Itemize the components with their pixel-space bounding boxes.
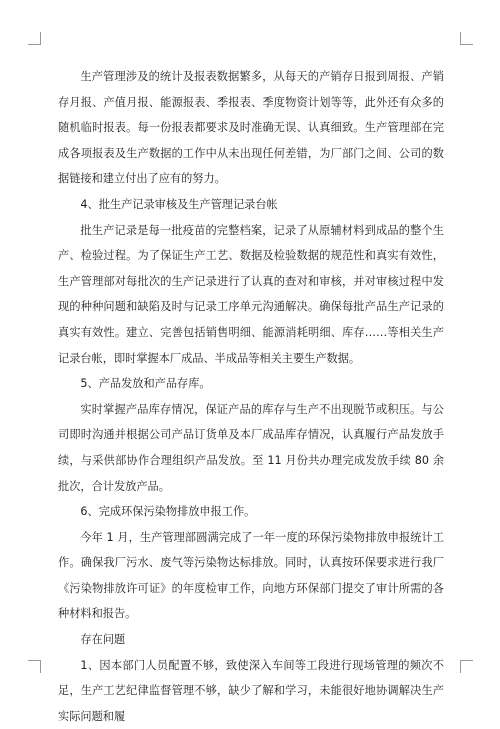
heading-batch-record-review: 4、批生产记录审核及生产管理记录台帐 [80, 197, 278, 211]
paragraph-environmental-report: 今年 1 月，生产管理部圆满完成了一年一度的环保污染物排放申报统计工作。确保我厂污水、废气等污染物达标排放。同时，认真按环保要求进行我厂《污染物排放许可证》的年度检审工作，向地方环保部门提交了审计所需的各种材料和报告。 [58, 530, 444, 621]
paragraph-product-release: 实时掌握产品库存情况，保证产品的库存与生产不出现脱节或积压。与公司即时沟通并根据公司产品订货单及本厂成品库存情况，认真履行产品发放手续，与采供部协作合理组织产品发放。至 11 月份共办理完成发放手续 80 余批次，合计发放产品。 [58, 402, 444, 493]
document-body [58, 64, 444, 729]
crop-mark-bottom-right [460, 660, 473, 673]
crop-mark-bottom-left [28, 660, 41, 673]
paragraph-report-statistics: 生产管理涉及的统计及报表数据繁多，从每天的产销存日报到周报、产销存月报、产值月报、能源报表、季报表、季度物资计划等等，此外还有众多的随机临时报表。每一份报表都要求及时准确无误、认真细致。生产管理部在完成各项报表及生产数据的工作中从未出现任何差错，为厂部门之间、公司的数据链接和建立付出了应有的努力。 [58, 70, 444, 186]
heading-existing-problems: 存在问题 [80, 633, 126, 647]
heading-product-release: 5、产品发放和产品存库。 [80, 377, 211, 391]
paragraph-problem-1: 1、因本部门人员配置不够，致使深入车间等工段进行现场管理的频次不足，生产工艺纪律监督管理不够，缺少了解和学习，未能很好地协调解决生产实际问题和履 [58, 658, 444, 723]
crop-mark-top-left [28, 32, 41, 45]
paragraph-batch-record: 批生产记录是每一批疫苗的完整档案，记录了从原辅材料到成品的整个生产、检验过程。为了保证生产工艺、数据及检验数据的规范性和真实有效性，生产管理部对每批次的生产记录进行了认真的查对和审核，并对审核过程中发现的种种问题和缺陷及时与记录工序单元沟通解决。确保每批产品生产记录的真实有效性。建立、完善包括销售明细、能源消耗明细、库存……等相关生产记录台帐，即时掌握本厂成品、半成品等相关主要生产数据。 [58, 223, 444, 365]
crop-mark-top-right [460, 32, 473, 45]
heading-environmental-report: 6、完成环保污染物排放申报工作。 [80, 505, 256, 519]
